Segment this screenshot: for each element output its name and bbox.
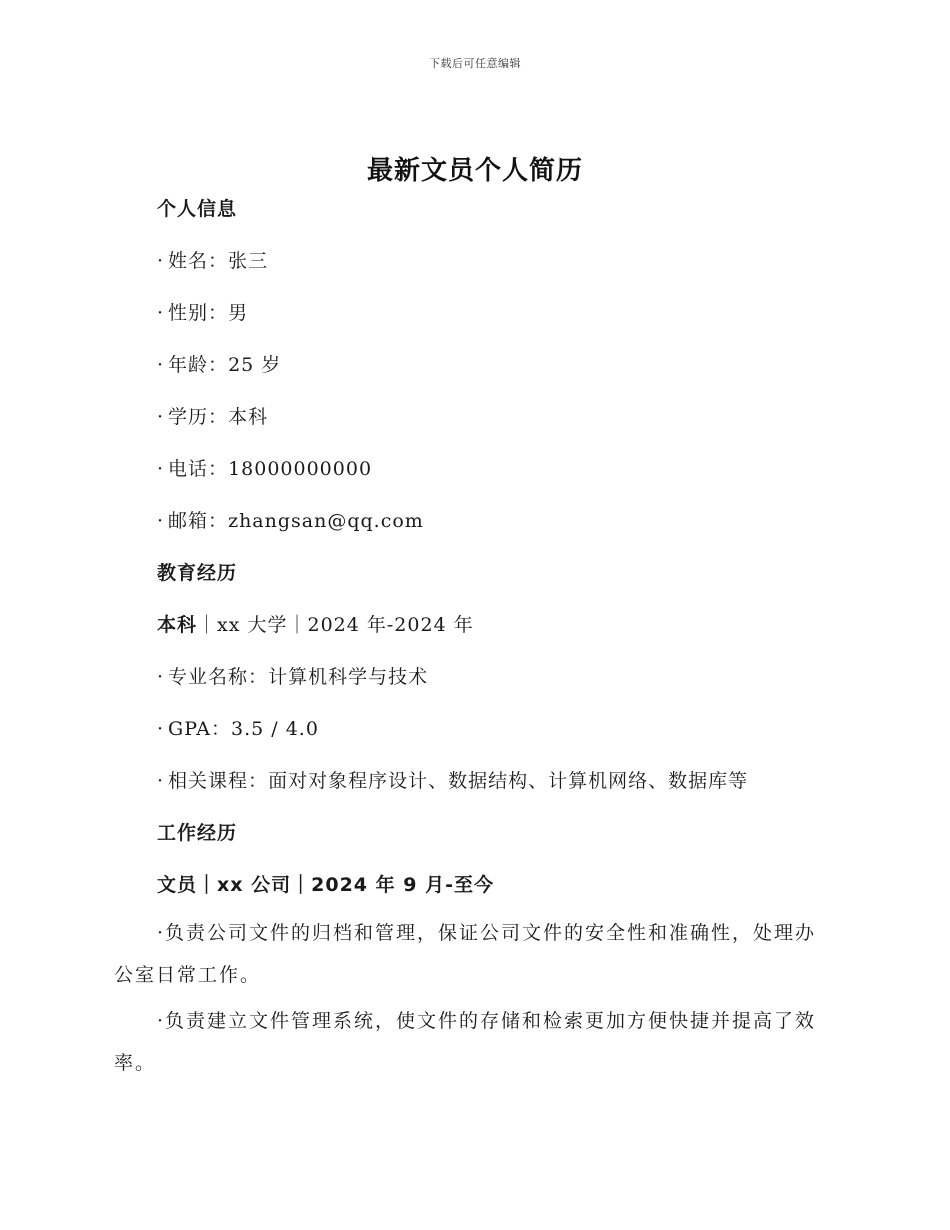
item-label: 性别： [168,302,229,324]
bullet: · [157,770,165,792]
work-entry: 文员｜xx 公司｜2024 年 9 月-至今 [157,874,494,896]
personal-item-phone [157,456,822,482]
work-item-text: 负责建立文件管理系统，使文件的存储和检索更加方便快捷并提高了效率。 [114,1010,817,1074]
item-label: 姓名： [168,250,229,272]
header-note: 下载后可任意编辑 [429,57,521,70]
work-item-text: 负责公司文件的归档和管理，保证公司文件的安全性和准确性，处理办公室日常工作。 [114,922,817,986]
education-item-courses [157,768,822,794]
bullet: · [157,718,165,740]
item-label: 邮箱： [168,510,229,532]
bullet: · [157,354,165,376]
item-label: GPA： [168,718,231,740]
item-value: 本科 [228,406,269,428]
education-heading: 教育经历 [157,562,238,584]
personal-item-education [157,404,822,430]
item-value: 25 岁 [228,354,282,376]
personal-info-heading: 个人信息 [157,198,238,220]
bullet: · [157,458,165,480]
item-value: 18000000000 [228,458,373,480]
bullet: · [157,406,165,428]
item-value: 男 [228,302,249,324]
education-item-major [157,664,822,690]
personal-item-gender [157,300,822,326]
bullet: · [157,666,165,688]
personal-item-age [157,352,822,378]
item-value: zhangsan@qq.com [228,510,424,532]
bullet: · [157,510,165,532]
item-label: 学历： [168,406,229,428]
work-item-2 [114,1000,824,1084]
education-degree: 本科 [157,614,198,636]
item-label: 年龄： [168,354,229,376]
item-value: 面对对象程序设计、数据结构、计算机网络、数据库等 [268,770,749,792]
item-value: 3.5 / 4.0 [231,718,319,740]
education-entry [157,612,822,638]
item-value: 计算机科学与技术 [268,666,429,688]
bullet: · [157,302,165,324]
work-heading: 工作经历 [157,822,238,844]
personal-item-email [157,508,822,534]
item-label: 电话： [168,458,229,480]
bullet: · [157,250,165,272]
work-item-1 [114,912,824,996]
item-value: 张三 [228,250,269,272]
resume-content [157,196,822,924]
bullet: · [157,1010,166,1032]
item-label: 相关课程： [168,770,269,792]
personal-item-name [157,248,822,274]
education-item-gpa [157,716,822,742]
item-label: 专业名称： [168,666,269,688]
bullet: · [157,922,166,944]
page-title: 最新文员个人简历 [366,156,583,186]
education-details: ｜xx 大学｜2024 年-2024 年 [197,614,474,636]
